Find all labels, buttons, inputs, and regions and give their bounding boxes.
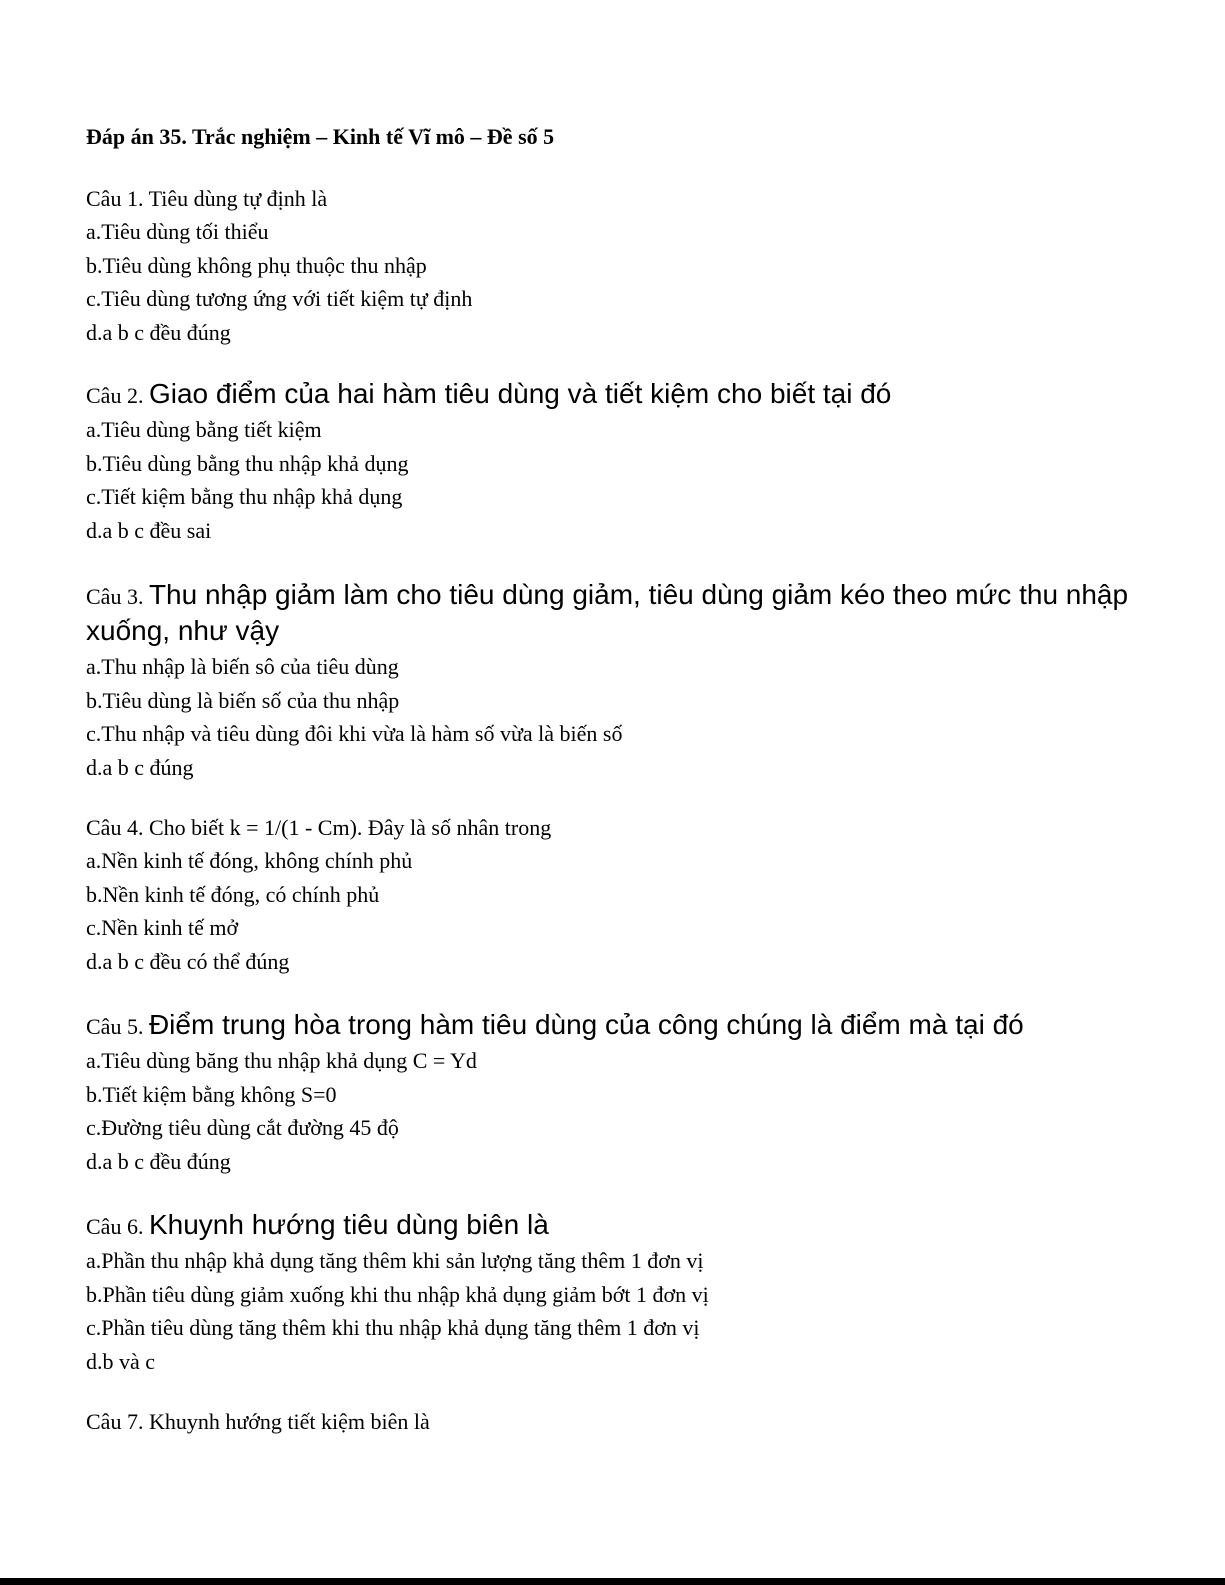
answer-option-a: a.Nền kinh tế đóng, không chính phủ	[86, 848, 413, 873]
answer-option-c: c.Nền kinh tế mở	[86, 915, 239, 940]
question-1	[86, 182, 1146, 349]
question-text: Cho biết k = 1/(1 - Cm). Đây là số nhân trong	[148, 815, 552, 840]
question-number: Câu 6.	[86, 1214, 144, 1239]
question-3	[86, 578, 1146, 784]
question-text: Khuynh hướng tiêu dùng biên là	[148, 1209, 549, 1240]
question-heading	[86, 182, 1146, 215]
question-number: Câu 4.	[86, 815, 144, 840]
question-7	[86, 1405, 1146, 1438]
answer-option-a: a.Tiêu dùng tối thiểu	[86, 219, 269, 244]
answer-option-d: d.a b c đều đúng	[86, 1148, 231, 1174]
question-number: Câu 7.	[86, 1409, 144, 1434]
answer-option-c: c.Tiêu dùng tương ứng với tiết kiệm tự định	[86, 286, 473, 311]
question-heading	[86, 811, 1146, 844]
answer-option-d: d.b và c	[86, 1348, 156, 1374]
answer-option-b: b.Tiêu dùng bằng thu nhập khả dụng	[86, 450, 409, 476]
answer-option-b: b.Tiêu dùng không phụ thuộc thu nhập	[86, 252, 427, 278]
answer-option-d: d.a b c đều đúng	[86, 319, 231, 345]
question-6	[86, 1208, 1146, 1378]
question-heading	[86, 1208, 1146, 1244]
answer-option-b: b.Tiêu dùng là biến số của thu nhập	[86, 687, 400, 713]
question-heading	[86, 377, 1146, 413]
question-text: Điểm trung hòa trong hàm tiêu dùng của công chúng là điểm mà tại đó	[148, 1009, 1024, 1040]
question-heading	[86, 1008, 1146, 1044]
answer-option-a: a.Tiêu dùng bằng tiết kiệm	[86, 417, 322, 442]
answer-option-b: b.Phần tiêu dùng giảm xuống khi thu nhập khả dụng giảm bớt 1 đơn vị	[86, 1281, 709, 1307]
question-number: Câu 3.	[86, 584, 144, 609]
question-text: Giao điểm của hai hàm tiêu dùng và tiết kiệm cho biết tại đó	[148, 378, 892, 409]
document-title: Đáp án 35. Trắc nghiệm – Kinh tế Vĩ mô – Đề số 5	[86, 124, 555, 149]
answer-option-c: c.Đường tiêu dùng cắt đường 45 độ	[86, 1115, 399, 1140]
page-bottom-border	[0, 1578, 1225, 1585]
answer-option-c: c.Phần tiêu dùng tăng thêm khi thu nhập khả dụng tăng thêm 1 đơn vị	[86, 1315, 700, 1340]
question-text: Tiêu dùng tự định là	[148, 186, 328, 211]
question-4	[86, 811, 1146, 978]
question-text: Khuynh hướng tiết kiệm biên là	[148, 1409, 430, 1434]
answer-option-a: a.Thu nhập là biến sô của tiêu dùng	[86, 654, 399, 679]
answer-option-b: b.Tiết kiệm bằng không S=0	[86, 1081, 337, 1107]
question-number: Câu 5.	[86, 1014, 144, 1039]
question-text: Thu nhập giảm làm cho tiêu dùng giảm, tiêu dùng giảm kéo theo mức thu nhập xuống, như vậy	[86, 579, 1129, 646]
question-5	[86, 1008, 1146, 1178]
answer-option-b: b.Nền kinh tế đóng, có chính phủ	[86, 881, 380, 907]
answer-option-d: d.a b c đều sai	[86, 517, 212, 543]
question-number: Câu 1.	[86, 186, 144, 211]
question-2	[86, 377, 1146, 547]
answer-option-a: a.Phần thu nhập khả dụng tăng thêm khi sản lượng tăng thêm 1 đơn vị	[86, 1248, 704, 1273]
answer-option-c: c.Thu nhập và tiêu dùng đôi khi vừa là hàm số vừa là biến số	[86, 721, 623, 746]
answer-option-a: a.Tiêu dùng băng thu nhập khả dụng C = Yd	[86, 1048, 477, 1073]
question-heading	[86, 578, 1146, 650]
answer-option-d: d.a b c đúng	[86, 754, 194, 780]
question-number: Câu 2.	[86, 383, 144, 408]
answer-option-c: c.Tiết kiệm bằng thu nhập khả dụng	[86, 484, 403, 509]
question-heading	[86, 1405, 1146, 1438]
answer-option-d: d.a b c đều có thể đúng	[86, 948, 290, 974]
